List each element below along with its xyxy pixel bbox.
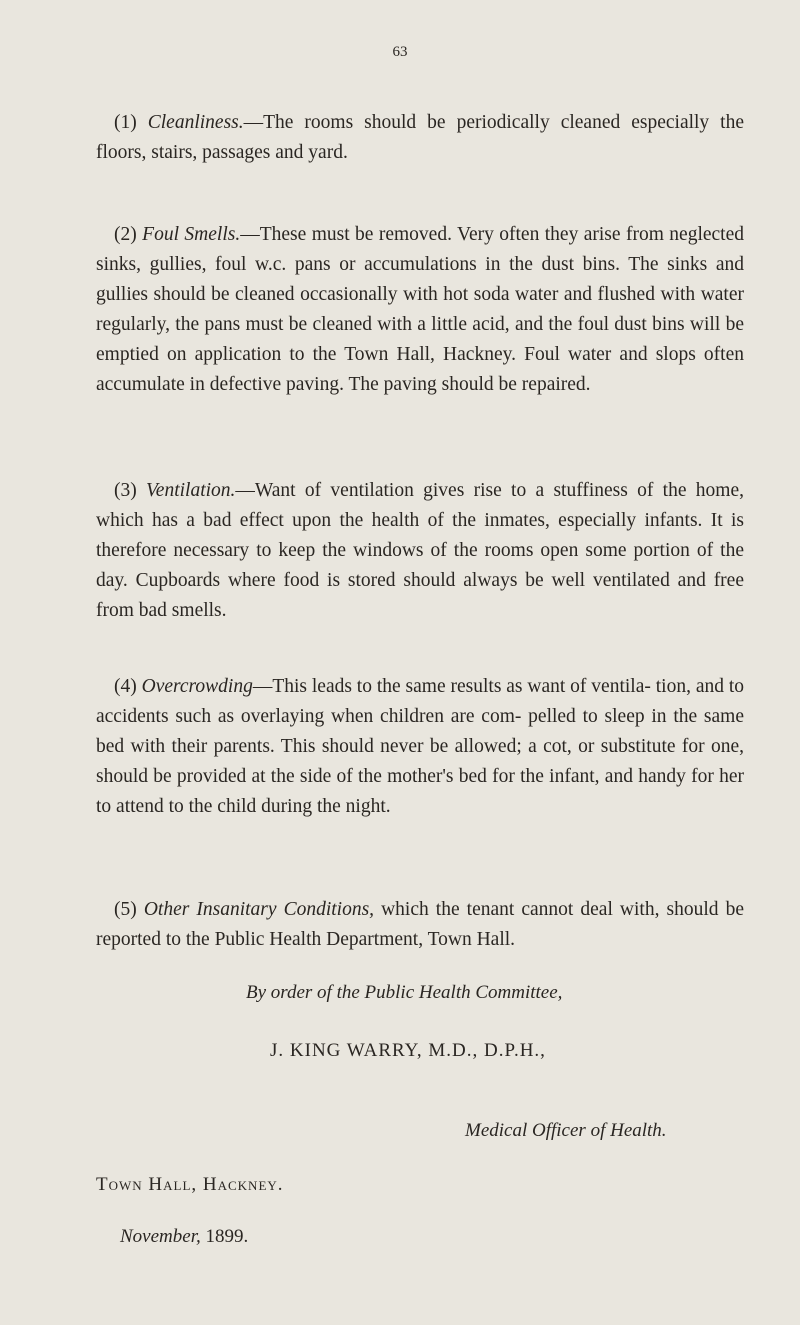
- signatory-title: Medical Officer of Health.: [465, 1120, 667, 1141]
- signatory-name: J. KING WARRY, M.D., D.P.H.,: [270, 1040, 546, 1061]
- section-text: —Want of ventilation gives rise to a stuffiness of the home, which has a bad effect upon the health of the inmates, especially infants. It is therefore necessary to keep the windows of the rooms open some portion of the day. Cupboards where food is stored should always be well ventilated and free from bad smells.: [96, 480, 744, 621]
- section-cleanliness: [96, 108, 744, 168]
- date-year: 1899.: [205, 1226, 249, 1247]
- section-text: —This leads to the same results as want of ventila- tion, and to accidents such as overlaying when children are com- pelled to sleep in the same bed with their parents. This should never be allowed; a cot, or substitute for one, should be provided at the side of the mother's bed for the infant, and handy for her to attend to the child during the night.: [96, 676, 745, 817]
- section-ventilation: [96, 476, 744, 626]
- place-line: Town Hall, Hackney.: [96, 1174, 284, 1195]
- section-heading: Cleanliness.: [147, 112, 244, 133]
- date-line: [120, 1226, 248, 1248]
- section-text: —The rooms should be periodically cleaned especially the floors, stairs, passages and yard.: [96, 112, 745, 163]
- section-number: (4): [114, 676, 137, 697]
- authority-line: By order of the Public Health Committee,: [246, 982, 563, 1003]
- date-month: November,: [120, 1226, 201, 1247]
- section-foul-smells: [96, 220, 744, 400]
- section-heading: Foul Smells.: [142, 224, 241, 245]
- section-heading: Other Insanitary Conditions,: [143, 899, 375, 920]
- section-number: (3): [114, 480, 137, 501]
- page-number: 63: [392, 44, 408, 60]
- section-other-insanitary-conditions: [96, 895, 744, 955]
- section-text: —These must be removed. Very often they arise from neglected sinks, gullies, foul w.c. pans or accumulations in the dust bins. The sinks and gullies should be cleaned occasionally with hot soda water and flushed with water regularly, the pans must be cleaned with a little acid, and the foul dust bins will be emptied on application to the Town Hall, Hackney. Foul water and slops often accumulate in defective paving. The paving should be repaired.: [96, 224, 745, 395]
- section-number: (5): [114, 899, 137, 920]
- section-text: which the tenant cannot deal with, should be reported to the Public Health Department, Town Hall.: [96, 899, 744, 950]
- section-number: (1): [114, 112, 137, 133]
- section-heading: Ventilation.: [146, 480, 236, 501]
- section-overcrowding: [96, 672, 744, 822]
- section-heading: Overcrowding: [141, 676, 253, 697]
- section-number: (2): [114, 224, 137, 245]
